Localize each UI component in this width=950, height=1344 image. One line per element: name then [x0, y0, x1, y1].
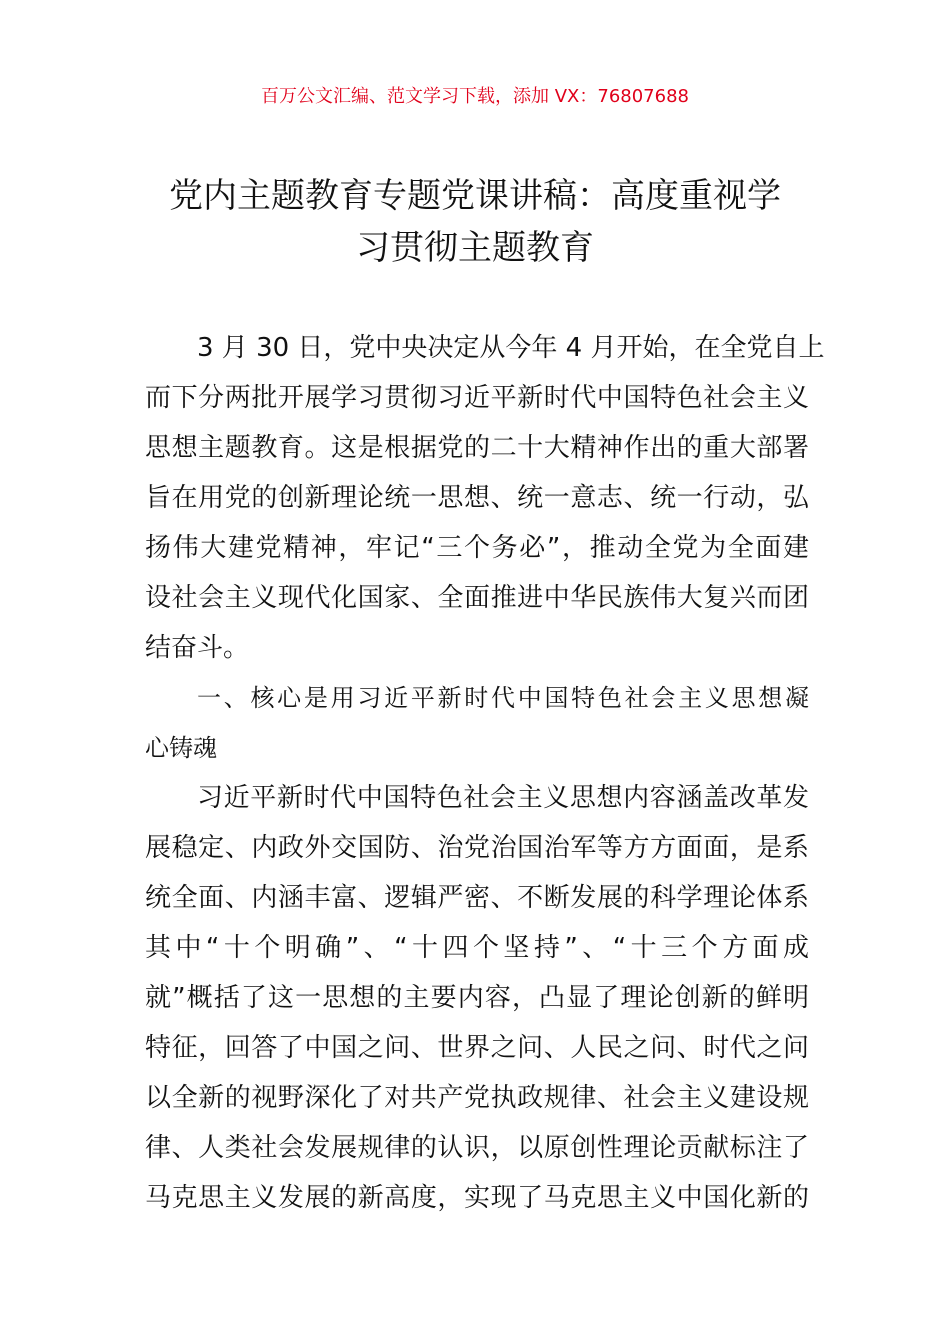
section-1-heading-line: 心铸魂 — [145, 734, 217, 762]
paragraph-2-line: 习近平新时代中国特色社会主义思想内容涵盖改革发 — [197, 783, 809, 813]
paragraph-1-line: 旨在用党的创新理论统一思想、统一意志、统一行动，弘 — [145, 483, 809, 513]
paragraph-1-line: 而下分两批开展学习贯彻习近平新时代中国特色社会主义 — [145, 383, 809, 413]
paragraph-1-line: 扬伟大建党精神，牢记“三个务必”，推动全党为全面建 — [145, 533, 809, 563]
document-title-line-1: 党内主题教育专题党课讲稿：高度重视学 — [169, 176, 781, 216]
paragraph-1-line: 3 月 30 日，党中央决定从今年 4 月开始，在全党自上 — [197, 333, 825, 363]
paragraph-2-line: 马克思主义发展的新高度，实现了马克思主义中国化新的 — [145, 1183, 809, 1213]
paragraph-2-line: 特征，回答了中国之问、世界之问、人民之问、时代之问 — [145, 1033, 809, 1063]
paragraph-2-line: 统全面、内涵丰富、逻辑严密、不断发展的科学理论体系 — [145, 883, 809, 913]
paragraph-2-line: 其中“十个明确”、“十四个坚持”、“十三个方面成 — [145, 933, 809, 963]
paragraph-2-line: 以全新的视野深化了对共产党执政规律、社会主义建设规 — [145, 1083, 809, 1113]
section-1-heading-line: 一、核心是用习近平新时代中国特色社会主义思想凝 — [197, 684, 809, 712]
paragraph-2-line: 展稳定、内政外交国防、治党治国治军等方方面面，是系 — [145, 833, 809, 863]
promo-header: 百万公文汇编、范文学习下载，添加 VX：76807688 — [261, 86, 689, 107]
paragraph-2-line: 就”概括了这一思想的主要内容，凸显了理论创新的鲜明 — [145, 983, 809, 1013]
document-title-line-2: 习贯彻主题教育 — [356, 228, 594, 268]
paragraph-1-line: 设社会主义现代化国家、全面推进中华民族伟大复兴而团 — [145, 583, 809, 613]
paragraph-2-line: 律、人类社会发展规律的认识，以原创性理论贡献标注了 — [145, 1133, 809, 1163]
paragraph-1-line: 结奋斗。 — [145, 633, 250, 663]
paragraph-1-line: 思想主题教育。这是根据党的二十大精神作出的重大部署 — [145, 433, 809, 463]
